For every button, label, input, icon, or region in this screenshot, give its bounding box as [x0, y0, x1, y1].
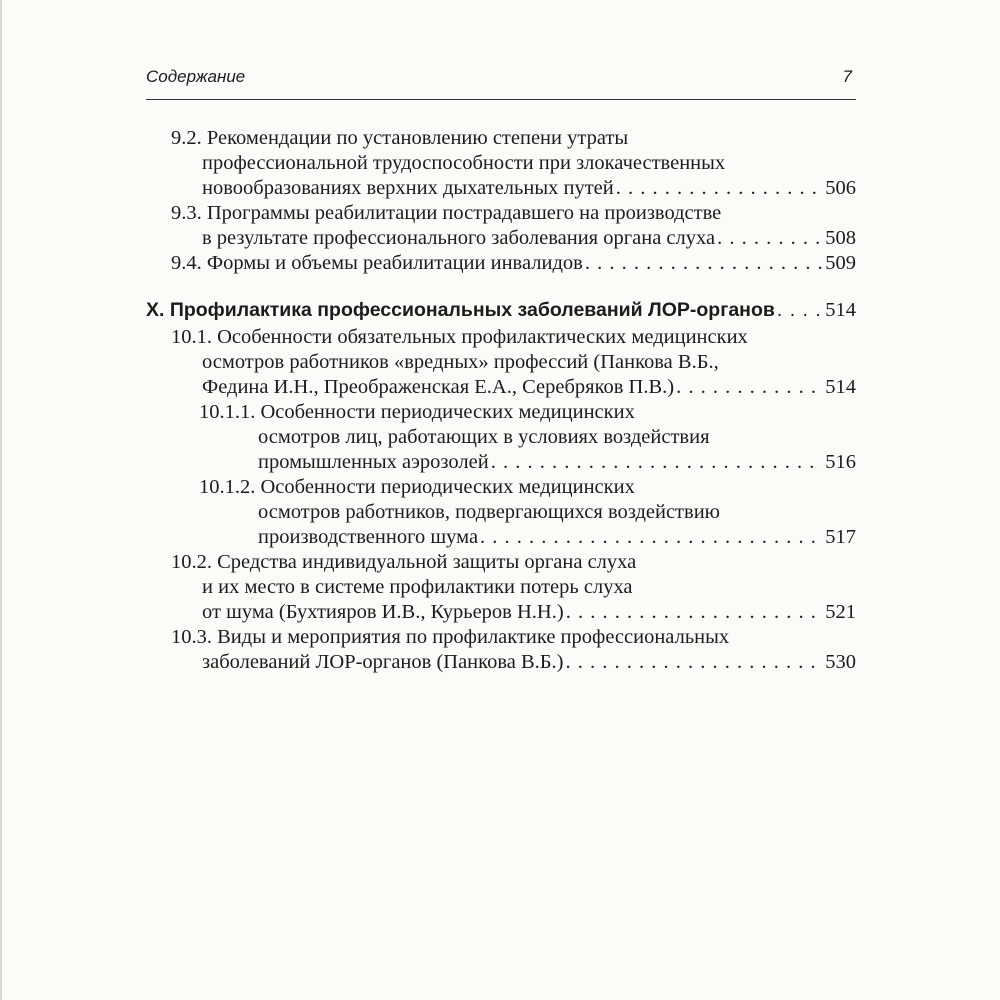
- page-number: 7: [842, 67, 852, 86]
- toc-entry-10-1-1-line-1: 10.1.1. Особенности периодических медицинских: [199, 401, 635, 423]
- toc-entry-text: заболеваний ЛОР-органов (Панкова В.Б.): [202, 651, 564, 673]
- leader-dots: [676, 372, 823, 402]
- toc-entry-10-3-line-2: [202, 647, 856, 677]
- toc-page-number: 521: [825, 601, 856, 623]
- toc-entry-9-3-line-1: 9.3. Программы реабилитации пострадавшего на производстве: [171, 202, 722, 224]
- toc-entry-text: промышленных аэрозолей: [258, 451, 489, 473]
- toc-entry-text: от шума (Бухтияров И.В., Курьеров Н.Н.): [202, 601, 564, 623]
- toc-entry-10-1-2-line-1: 10.1.2. Особенности периодических медицинских: [199, 476, 635, 498]
- toc-page-number: 506: [825, 177, 856, 199]
- running-header: [146, 63, 856, 100]
- toc-entry-9-2-line-1: 9.2. Рекомендации по установлению степени утраты: [171, 127, 629, 149]
- toc-page-number: 508: [825, 227, 856, 249]
- leader-dots: [565, 647, 823, 677]
- toc-chapter-text: X. Профилактика профессиональных заболеваний ЛОР-органов: [146, 299, 775, 321]
- toc-entry-9-2-line-2: профессиональной трудоспособности при злокачественных: [202, 152, 726, 174]
- toc-entry-10-2-line-2: и их место в системе профилактики потерь слуха: [202, 576, 633, 598]
- toc-entry-9-4: [171, 248, 856, 278]
- toc-page-number: 509: [825, 252, 856, 274]
- toc-entry-text: 9.4. Формы и объемы реабилитации инвалидов: [171, 252, 583, 274]
- page-edge: [0, 0, 2, 1000]
- toc-page-number: 530: [825, 651, 856, 673]
- leader-dots: [777, 295, 823, 325]
- toc-entry-10-1-2-line-2: осмотров работников, подвергающихся воздействию: [258, 501, 720, 523]
- toc-entry-text: в результате профессионального заболевания органа слуха: [202, 227, 716, 249]
- toc-chapter-x: [146, 295, 856, 325]
- toc-page-number: 517: [825, 526, 856, 548]
- toc-entry-10-2-line-1: 10.2. Средства индивидуальной защиты органа слуха: [171, 551, 637, 573]
- toc-entry-text: Федина И.Н., Преображенская Е.А., Серебряков П.В.): [202, 376, 675, 398]
- toc-page-number: 514: [825, 299, 856, 321]
- toc-entry-10-1-line-1: 10.1. Особенности обязательных профилактических медицинских: [171, 326, 748, 348]
- leader-dots: [585, 248, 823, 278]
- toc-entry-10-3-line-1: 10.3. Виды и мероприятия по профилактике профессиональных: [171, 626, 730, 648]
- toc-entry-text: новообразованиях верхних дыхательных путей: [202, 177, 614, 199]
- toc-entry-10-1-1-line-2: осмотров лиц, работающих в условиях воздействия: [258, 426, 710, 448]
- toc-page-number: 514: [825, 376, 856, 398]
- toc-entry-text: производственного шума: [258, 526, 479, 548]
- toc-page-number: 516: [825, 451, 856, 473]
- header-title: Содержание: [146, 67, 246, 86]
- toc-entry-10-1-line-2: осмотров работников «вредных» профессий (Панкова В.Б.,: [202, 351, 719, 373]
